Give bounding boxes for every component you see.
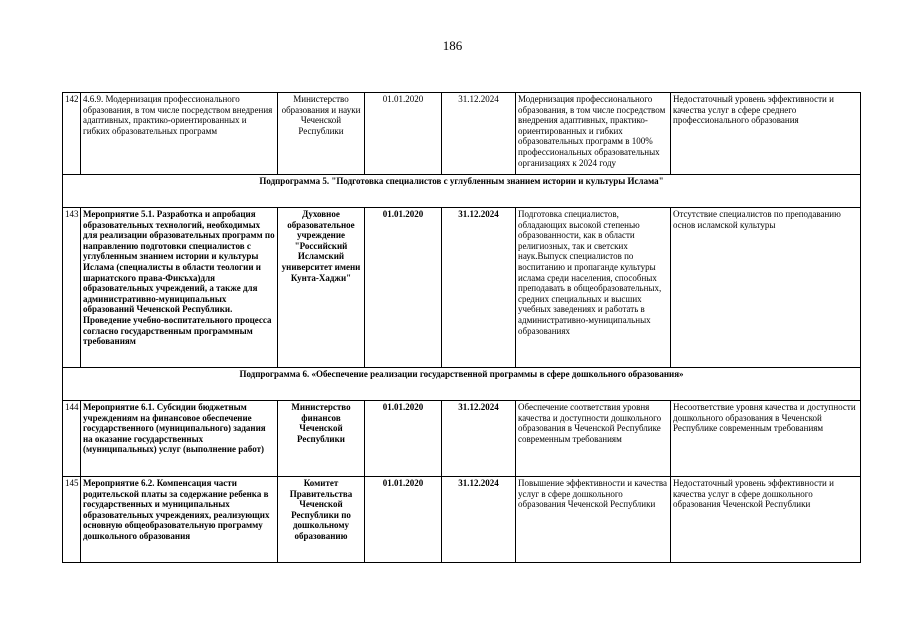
non-implementation-consequence: Недостаточный уровень эффективности и качества услуг в сфере дошкольного образования Чеченской Республики	[671, 477, 861, 563]
table-row	[63, 93, 861, 175]
row-number: 144	[63, 401, 81, 477]
end-date: 31.12.2024	[442, 208, 516, 368]
page-number: 186	[442, 38, 463, 53]
row-number: 145	[63, 477, 81, 563]
expected-result: Модернизация профессионального образования, в том числе посредством внедрения адаптивных, практико-ориентированных и гибких образовательных программ в 100% профессиональных образовательных организациях к 2024 году	[516, 93, 671, 175]
start-date: 01.01.2020	[365, 93, 442, 175]
executor: Комитет Правительства Чеченской Республики по дошкольному образованию	[278, 477, 365, 563]
activity-name: Мероприятие 6.2. Компенсация части родительской платы за содержание ребенка в государственных и муниципальных образовательных учреждениях, реализующих основную общеобразовательную программу дошкольного образования	[81, 477, 278, 563]
program-table	[62, 92, 861, 563]
start-date: 01.01.2020	[365, 401, 442, 477]
end-date: 31.12.2024	[442, 93, 516, 175]
executor: Министерство финансов Чеченской Республики	[278, 401, 365, 477]
expected-result: Повышение эффективности и качества услуг в сфере дошкольного образования Чеченской Республики	[516, 477, 671, 563]
table-row	[63, 401, 861, 477]
subprogram-title: Подпрограмма 5. "Подготовка специалистов с углубленным знанием истории и культуры Ислама"	[63, 175, 861, 208]
start-date: 01.01.2020	[365, 477, 442, 563]
subprogram-row	[63, 368, 861, 401]
non-implementation-consequence: Несоответствие уровня качества и доступности дошкольного образования в Чеченской Республике современным требованиям	[671, 401, 861, 477]
activity-name: Мероприятие 6.1. Субсидии бюджетным учреждениям на финансовое обеспечение государственного (муниципального) задания на оказание государственных (муниципальных) услуг (выполнение работ)	[81, 401, 278, 477]
subprogram-title: Подпрограмма 6. «Обеспечение реализации государственной программы в сфере дошкольного образования»	[63, 368, 861, 401]
expected-result: Обеспечение соответствия уровня качества и доступности дошкольного образования в Чеченской Республике современным требованиям	[516, 401, 671, 477]
table-row	[63, 208, 861, 368]
activity-name: 4.6.9. Модернизация профессионального образования, в том числе посредством внедрения адаптивных, практико-ориентированных и гибких образовательных программ	[81, 93, 278, 175]
end-date: 31.12.2024	[442, 401, 516, 477]
executor: Министерство образования и науки Чеченской Республики	[278, 93, 365, 175]
non-implementation-consequence: Недостаточный уровень эффективности и качества услуг в сфере среднего профессионального образования	[671, 93, 861, 175]
row-number: 142	[63, 93, 81, 175]
table-row	[63, 477, 861, 563]
executor: Духовное образовательное учреждение "Российский Исламский университет имени Кунта-Хаджи"	[278, 208, 365, 368]
activity-name: Мероприятие 5.1. Разработка и апробация образовательных технологий, необходимых для реализации образовательных программ по направлению подготовки специалистов с углубленным знанием истории и культуры Ислама (специалисты в области теологии и шариатского права-Фикъха)для образовательных учреждений, а также для административно-муниципальных образований Чеченской Республики. Проведение учебно-воспитательного процесса согласно государственным программным требованиям	[81, 208, 278, 368]
row-number: 143	[63, 208, 81, 368]
non-implementation-consequence: Отсутствие специалистов по преподаванию основ исламской культуры	[671, 208, 861, 368]
subprogram-row	[63, 175, 861, 208]
end-date: 31.12.2024	[442, 477, 516, 563]
expected-result: Подготовка специалистов, обладающих высокой степенью образованности, как в области религиозных, так и светских наук.Выпуск специалистов по воспитанию и пропаганде культуры ислама среди населения, способных преподавать в общеобразовательных, средних специальных и высших учебных заведениях и работать в административно-муниципальных образованиях	[516, 208, 671, 368]
start-date: 01.01.2020	[365, 208, 442, 368]
